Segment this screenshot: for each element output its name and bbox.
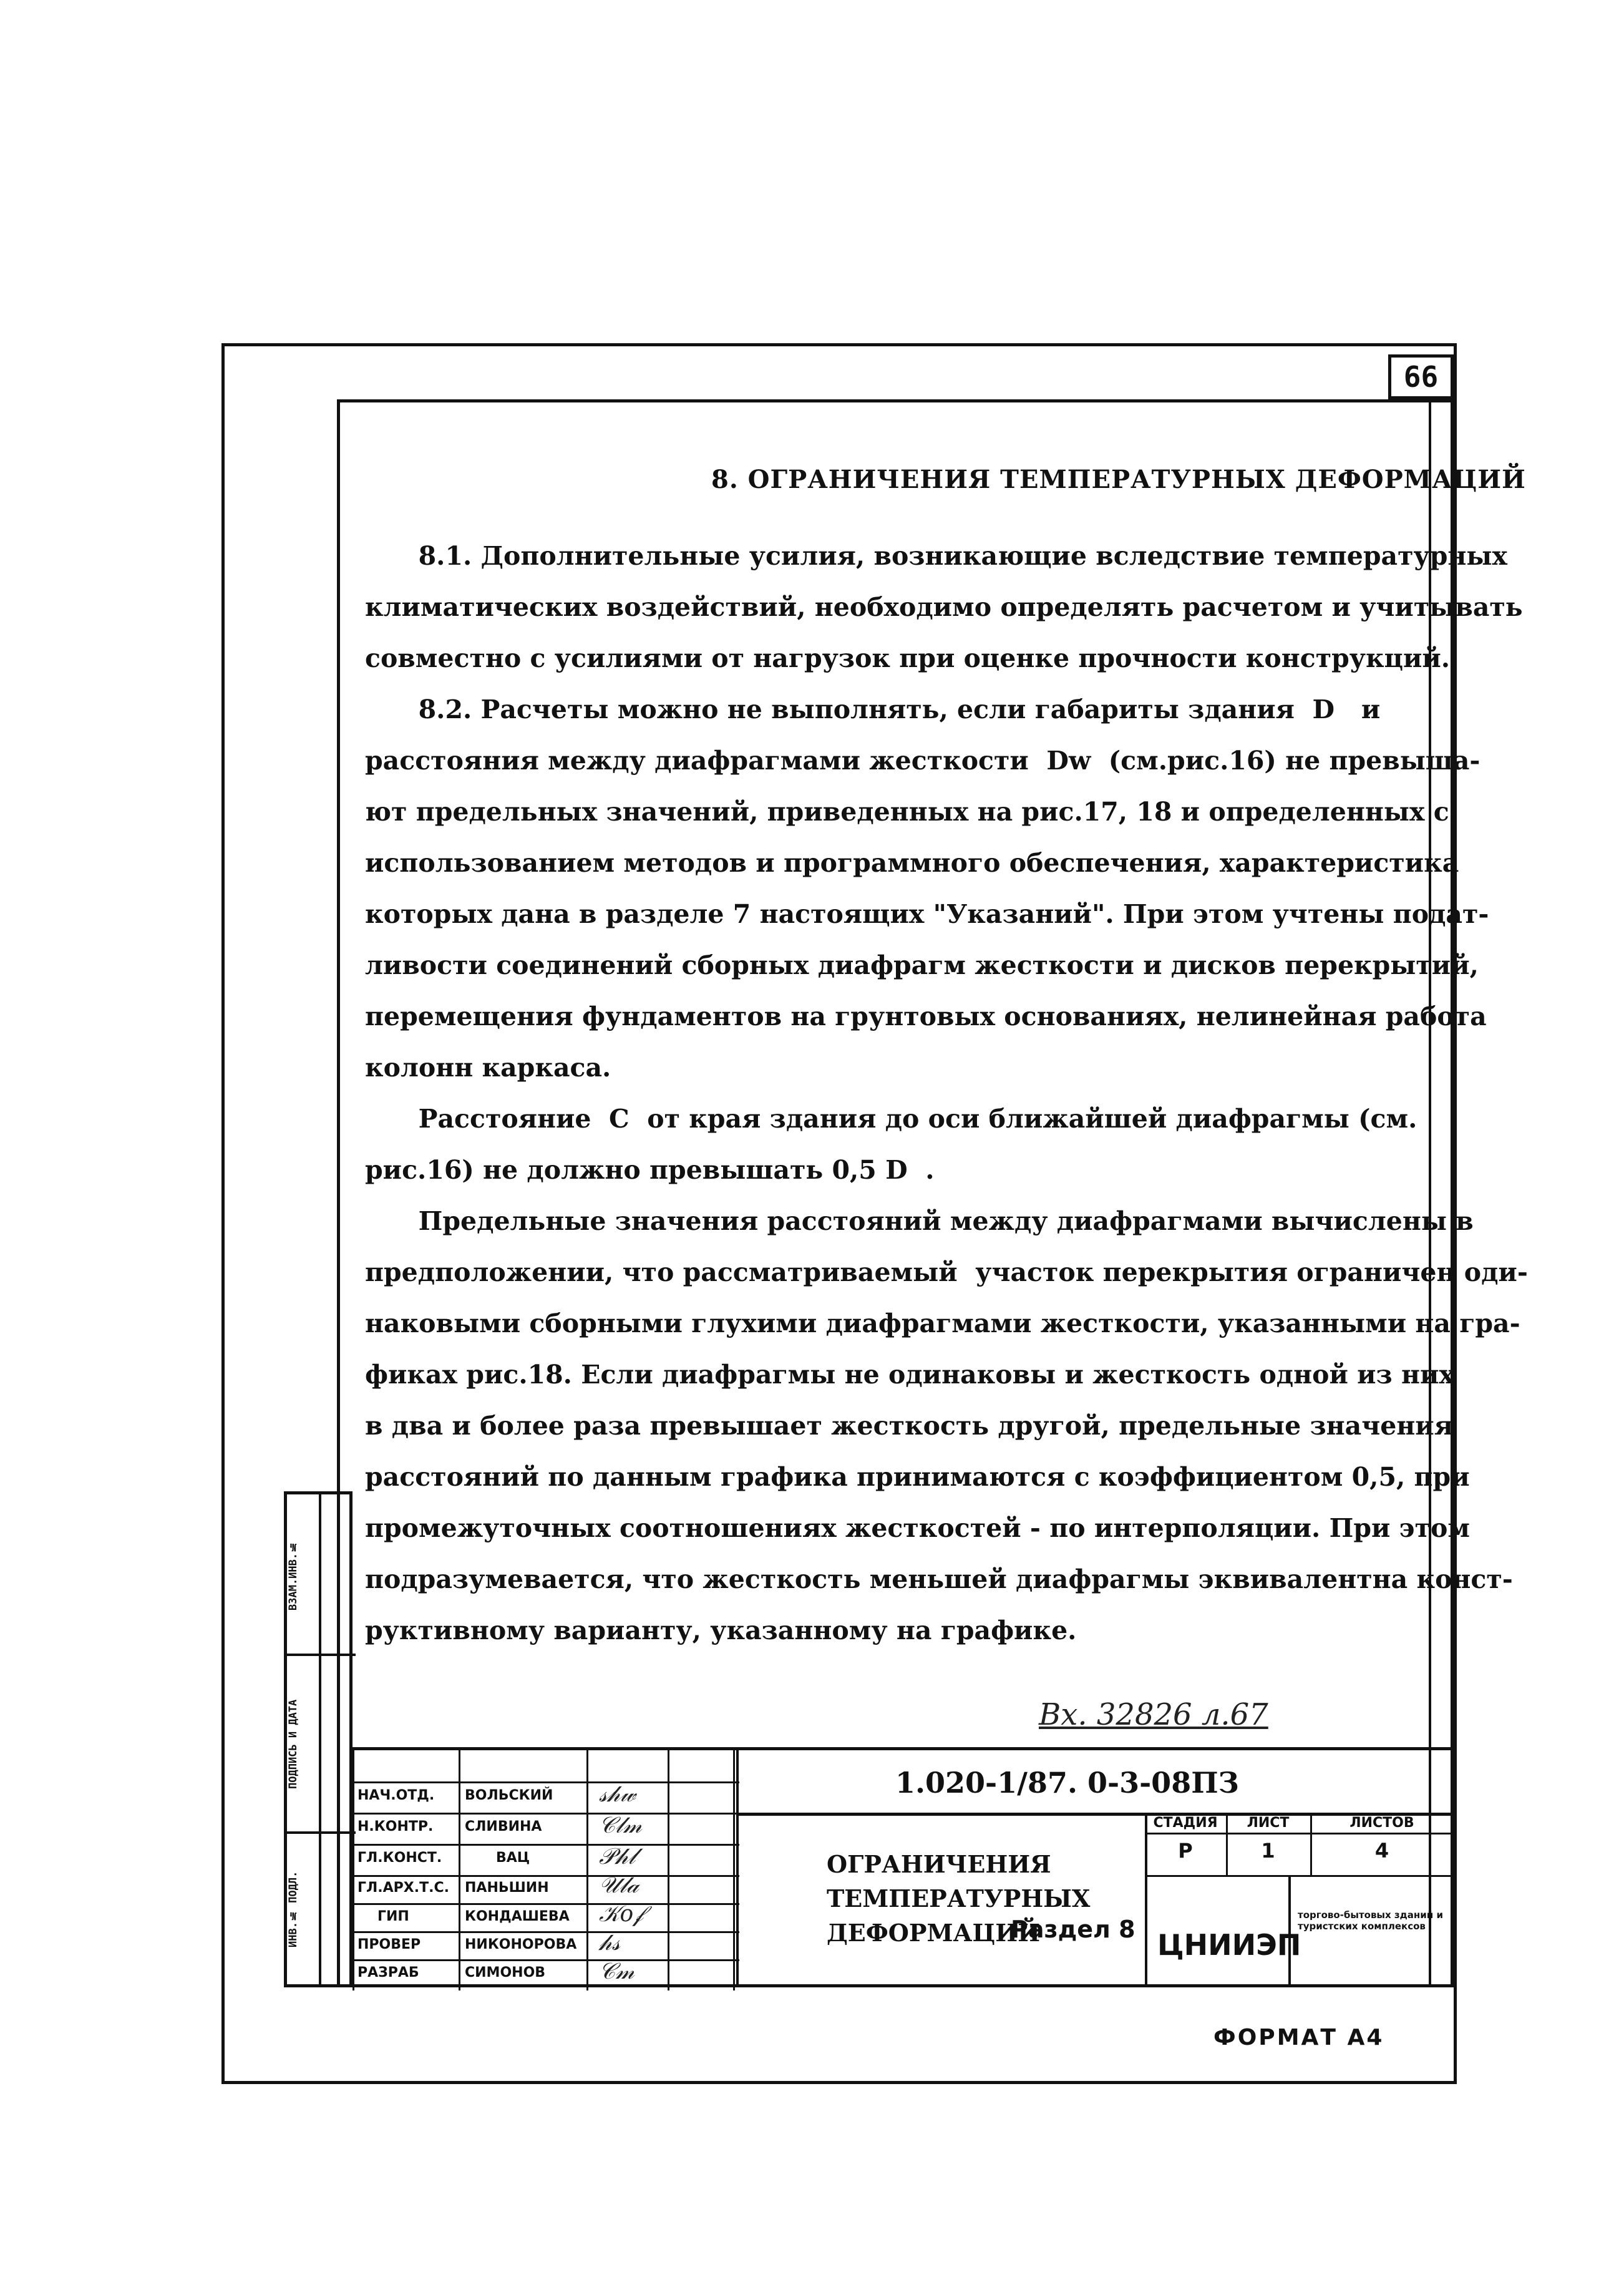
sheet-section: Раздел 8 bbox=[1011, 1916, 1135, 1943]
text-line: ливости соединений сборных диафрагм жесткости и дисков перекрытий, bbox=[365, 950, 1479, 980]
role-label: ГИП bbox=[377, 1909, 409, 1924]
role-label: РАЗРАБ bbox=[357, 1965, 419, 1980]
side-label-original-inv: ИНВ.№ ПОДЛ. bbox=[287, 1871, 299, 1948]
role-label: Н.КОНТР. bbox=[357, 1819, 434, 1834]
text-line: ют предельных значений, приведенных на рис.17, 18 и определенных с bbox=[365, 797, 1449, 827]
text-line: промежуточных соотношениях жесткостей - по интерполяции. При этом bbox=[365, 1513, 1471, 1543]
signer-name: КОНДАШЕВА bbox=[465, 1909, 570, 1924]
signer-name: ВАЦ bbox=[496, 1850, 530, 1866]
text-line: которых дана в разделе 7 настоящих "Указаний". При этом учтены подат- bbox=[365, 899, 1489, 929]
organization-note: торгово-бытовых зданий и туристских комплексов bbox=[1298, 1909, 1443, 1932]
text-line: наковыми сборными глухими диафрагмами жесткости, указанными на гра- bbox=[365, 1308, 1520, 1338]
text-line: руктивному варианту, указанному на графике. bbox=[365, 1615, 1077, 1645]
handwritten-registration-note: Вх. 32826 л.67 bbox=[1039, 1697, 1268, 1732]
sheet-title-line: ТЕМПЕРАТУРНЫХ bbox=[827, 1884, 1091, 1912]
sheets-value: 4 bbox=[1374, 1839, 1389, 1863]
signer-name: ПАНЬШИН bbox=[465, 1880, 549, 1896]
role-label: ПРОВЕР bbox=[357, 1937, 421, 1952]
text-line: Расстояние C от края здания до оси ближайшей диафрагмы (см. bbox=[365, 1104, 1417, 1134]
sheet-title-line: ДЕФОРМАЦИЙ bbox=[827, 1919, 1041, 1947]
signer-name: СИМОНОВ bbox=[465, 1965, 546, 1980]
section-heading: 8. ОГРАНИЧЕНИЯ ТЕМПЕРАТУРНЫХ ДЕФОРМАЦИЙ bbox=[711, 465, 1526, 494]
signature: 𝒞𝓁𝓂 bbox=[599, 1813, 642, 1838]
role-label: НАЧ.ОТД. bbox=[357, 1788, 435, 1803]
text-line: перемещения фундаментов на грунтовых основаниях, нелинейная работа bbox=[365, 1001, 1487, 1031]
role-label: ГЛ.АРХ.Т.С. bbox=[357, 1880, 449, 1896]
signature-grid bbox=[353, 1750, 739, 1990]
sheet-header: ЛИСТ bbox=[1247, 1815, 1290, 1831]
signer-name: ВОЛЬСКИЙ bbox=[465, 1788, 553, 1803]
text-line: в два и более раза превышает жесткость другой, предельные значения bbox=[365, 1411, 1454, 1441]
text-line: расстояний по данным графика принимаются с коэффициентом 0,5, при bbox=[365, 1462, 1470, 1492]
text-line: 8.1. Дополнительные усилия, возникающие вследствие температурных bbox=[365, 541, 1507, 571]
signature: 𝒦𝑜𝒻 bbox=[599, 1901, 644, 1927]
signature: 𝓈𝒽𝓌 bbox=[599, 1781, 636, 1807]
text-line: совместно с усилиями от нагрузок при оценке прочности конструкций. bbox=[365, 643, 1451, 673]
text-line: использованием методов и программного обеспечения, характеристика bbox=[365, 848, 1459, 878]
text-line: колонн каркаса. bbox=[365, 1053, 611, 1083]
signer-name: НИКОНОРОВА bbox=[465, 1937, 577, 1952]
document-code: 1.020-1/87. 0-3-08ПЗ bbox=[895, 1766, 1239, 1800]
stage-header: СТАДИЯ bbox=[1153, 1815, 1218, 1831]
format-label: ФОРМАТ А4 bbox=[1213, 2025, 1384, 2050]
body-text bbox=[365, 530, 1528, 1656]
signature: 𝒰𝓁𝒶 bbox=[599, 1873, 639, 1898]
sheet-number: 66 bbox=[1388, 354, 1454, 399]
side-label-replacement-inv: ВЗАМ.ИНВ.№ bbox=[287, 1540, 299, 1611]
organization-name: ЦНИИЭП bbox=[1157, 1928, 1301, 1962]
stage-table bbox=[1145, 1813, 1454, 1875]
side-stamp-strip bbox=[284, 1491, 353, 1987]
role-label: ГЛ.КОНСТ. bbox=[357, 1850, 442, 1866]
sheets-header: ЛИСТОВ bbox=[1349, 1815, 1414, 1831]
title-block-divider bbox=[736, 1747, 739, 1987]
side-label-signature-date: ПОДПИСЬ И ДАТА bbox=[287, 1699, 299, 1789]
signer-name: СЛИВИНА bbox=[465, 1819, 542, 1834]
stage-value: Р bbox=[1178, 1839, 1193, 1863]
signature: 𝒽𝓈 bbox=[599, 1930, 620, 1956]
text-line: рис.16) не должно превышать 0,5 D . bbox=[365, 1155, 935, 1185]
text-line: фиках рис.18. Если диафрагмы не одинаковы и жесткость одной из них bbox=[365, 1360, 1454, 1390]
sheet-title-line: ОГРАНИЧЕНИЯ bbox=[827, 1850, 1051, 1878]
signature: 𝒞𝓂 bbox=[599, 1959, 635, 1984]
text-line: 8.2. Расчеты можно не выполнять, если габариты здания D и bbox=[365, 694, 1381, 724]
text-line: климатических воздействий, необходимо определять расчетом и учитывать bbox=[365, 592, 1523, 622]
text-line: подразумевается, что жесткость меньшей диафрагмы эквивалентна конст- bbox=[365, 1564, 1513, 1594]
text-line: расстояния между диафрагмами жесткости Dw (см.рис.16) не превыша- bbox=[365, 746, 1481, 776]
sheet-value: 1 bbox=[1261, 1839, 1275, 1863]
text-line: Предельные значения расстояний между диафрагмами вычислены в bbox=[365, 1206, 1474, 1236]
text-line: предположении, что рассматриваемый участок перекрытия ограничен оди- bbox=[365, 1257, 1528, 1287]
signature: 𝒫𝒽𝓁 bbox=[599, 1844, 636, 1869]
